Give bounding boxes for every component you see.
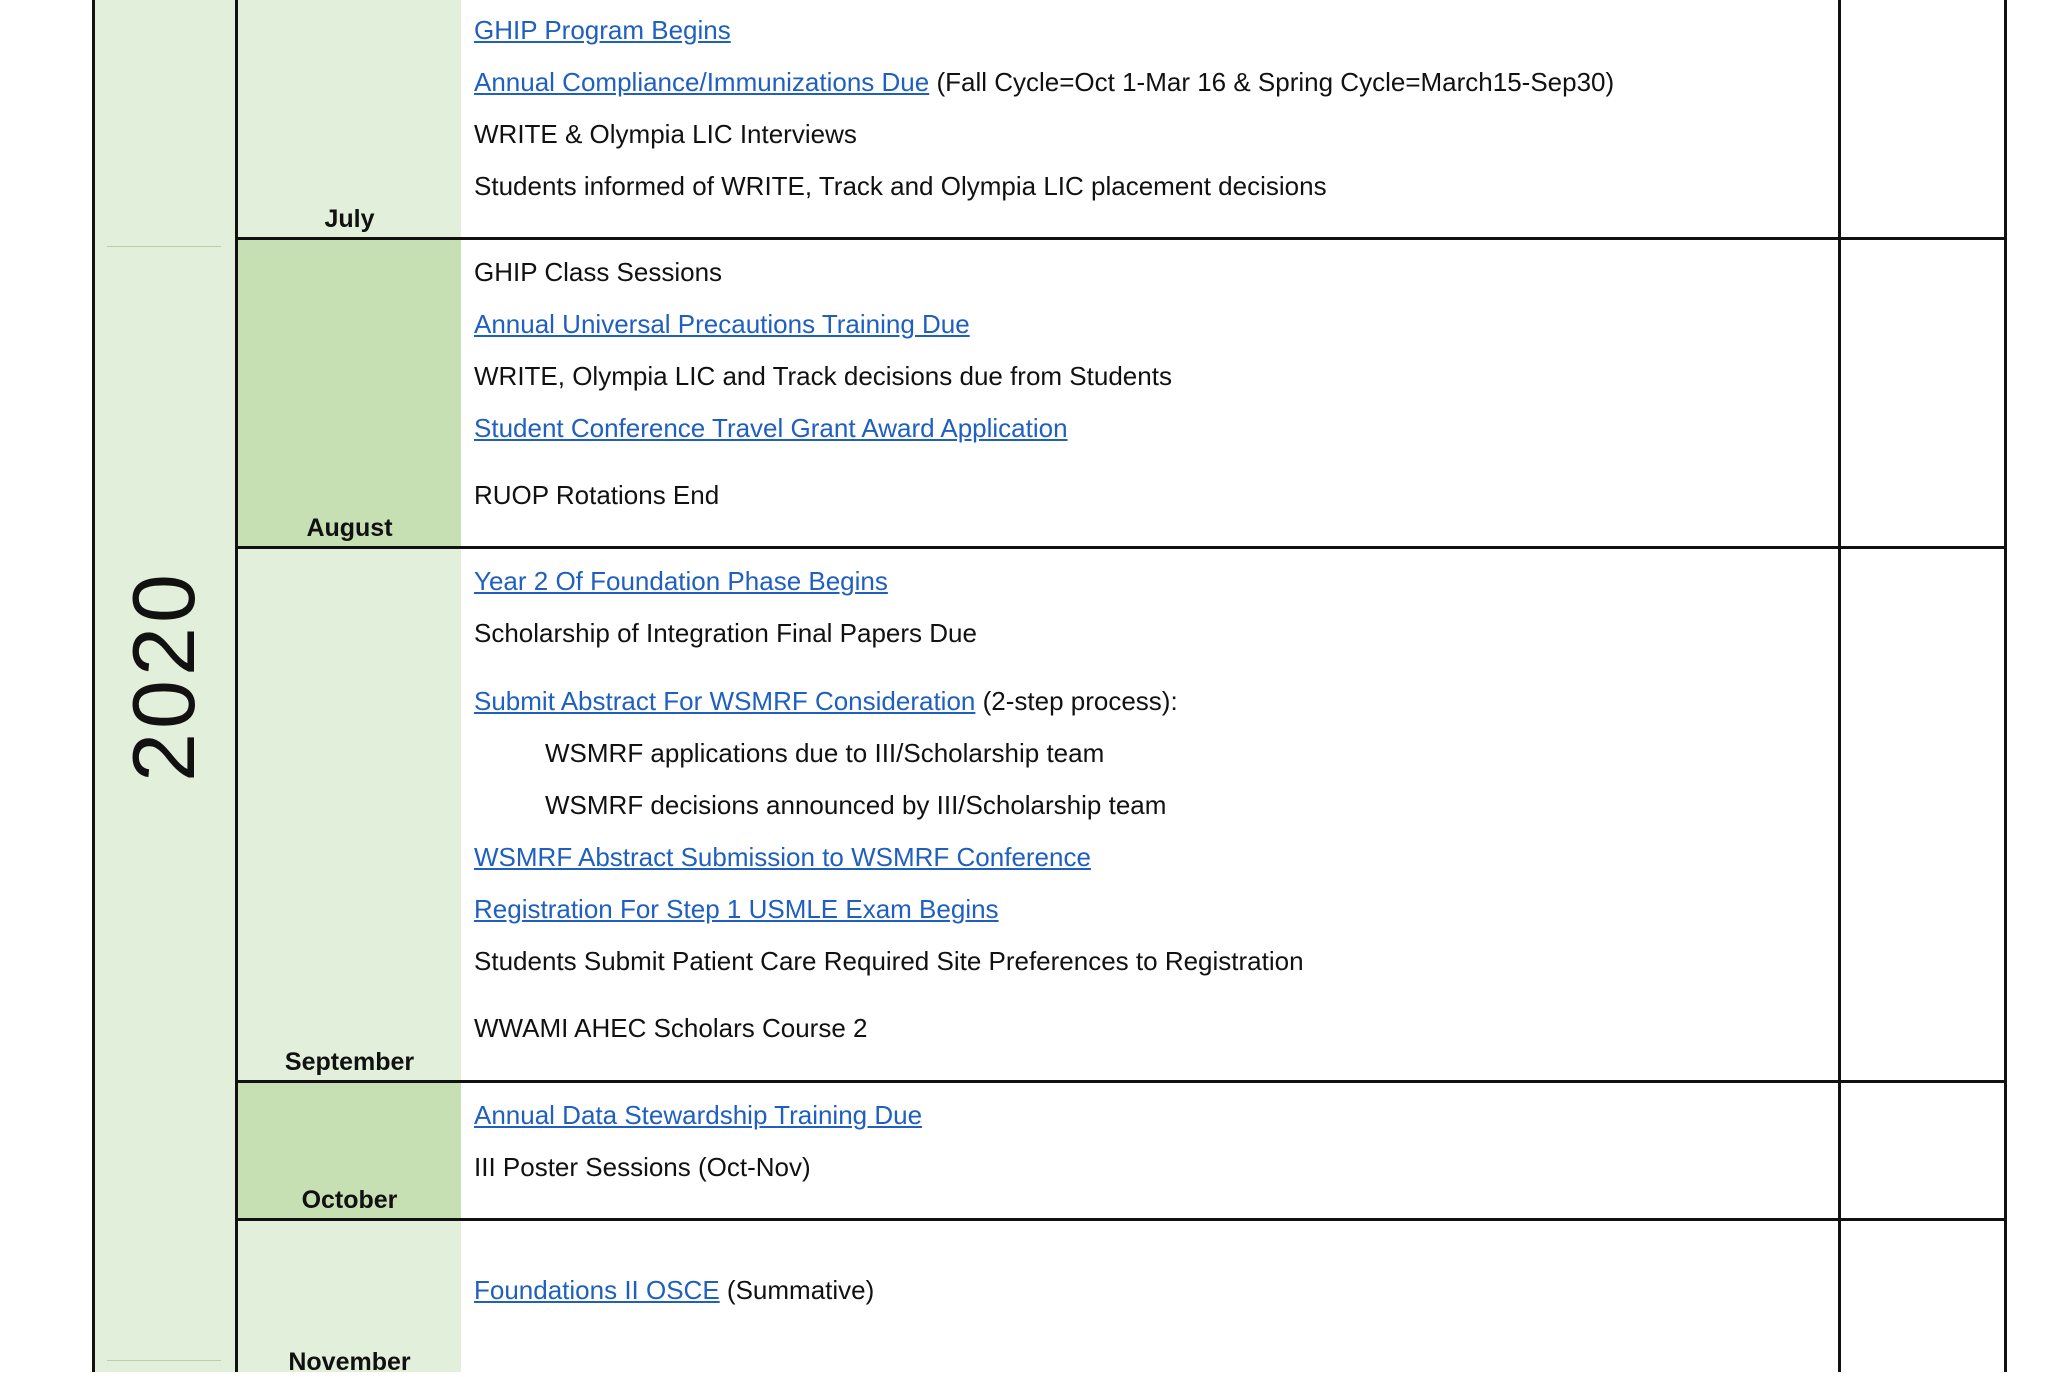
universal-precautions-training-link[interactable]: Annual Universal Precautions Training Due [474,309,970,339]
month-label-september: September [284,1048,415,1076]
event-item [474,565,888,597]
event-item [474,14,731,46]
event-item [474,66,1614,98]
year-label: 2020 [114,570,213,782]
annual-compliance-immunizations-link[interactable]: Annual Compliance/Immunizations Due [474,67,930,97]
event-note: (2-step process): [975,686,1178,716]
row-divider [235,546,2007,549]
event-item: WRITE, Olympia LIC and Track decisions due from Students [474,361,1172,391]
year-column-divider [107,1360,221,1361]
wsmrf-abstract-submission-link[interactable]: WSMRF Abstract Submission to WSMRF Conference [474,842,1091,872]
event-note: (Summative) [719,1275,875,1305]
table-border-events [1838,0,1841,1372]
event-subitem: WSMRF applications due to III/Scholarship team [545,738,1105,768]
event-item [474,841,1091,873]
month-label-august: August [306,514,393,542]
event-item [474,685,1178,717]
event-item: GHIP Class Sessions [474,257,723,287]
month-cell-july [238,0,461,237]
travel-grant-application-link[interactable]: Student Conference Travel Grant Award Application [474,413,1068,443]
step1-usmle-registration-link[interactable]: Registration For Step 1 USMLE Exam Begins [474,894,999,924]
event-item [474,308,970,340]
event-item [474,893,999,925]
row-divider [235,1080,2007,1083]
submit-abstract-wsmrf-link[interactable]: Submit Abstract For WSMRF Consideration [474,686,976,716]
event-item [474,1274,874,1306]
event-note: (Fall Cycle=Oct 1-Mar 16 & Spring Cycle=March15-Sep30) [929,67,1615,97]
event-subitem: WSMRF decisions announced by III/Scholarship team [545,790,1167,820]
event-item: Scholarship of Integration Final Papers Due [474,618,977,648]
month-label-july: July [324,205,375,233]
table-border-left [92,0,95,1372]
ghip-program-begins-link[interactable]: GHIP Program Begins [474,15,731,45]
event-item: RUOP Rotations End [474,480,720,510]
month-cell-august [238,240,461,546]
event-item: Students informed of WRITE, Track and Olympia LIC placement decisions [474,171,1327,201]
year2-foundation-phase-link[interactable]: Year 2 Of Foundation Phase Begins [474,566,888,596]
event-item [474,412,1068,444]
event-item: III Poster Sessions (Oct-Nov) [474,1152,811,1182]
row-divider [235,1218,2007,1221]
month-label-november: November [288,1348,411,1376]
event-item: WWAMI AHEC Scholars Course 2 [474,1013,868,1043]
event-item: Students Submit Patient Care Required Site Preferences to Registration [474,946,1304,976]
data-stewardship-training-link[interactable]: Annual Data Stewardship Training Due [474,1100,923,1130]
row-divider [235,237,2007,240]
event-item: WRITE & Olympia LIC Interviews [474,119,857,149]
month-label-october: October [301,1186,398,1214]
foundations-ii-osce-link[interactable]: Foundations II OSCE [474,1275,720,1305]
month-cell-september [238,549,461,1080]
event-item [474,1099,922,1131]
year-column-divider [107,246,221,247]
table-border-right [2004,0,2007,1372]
